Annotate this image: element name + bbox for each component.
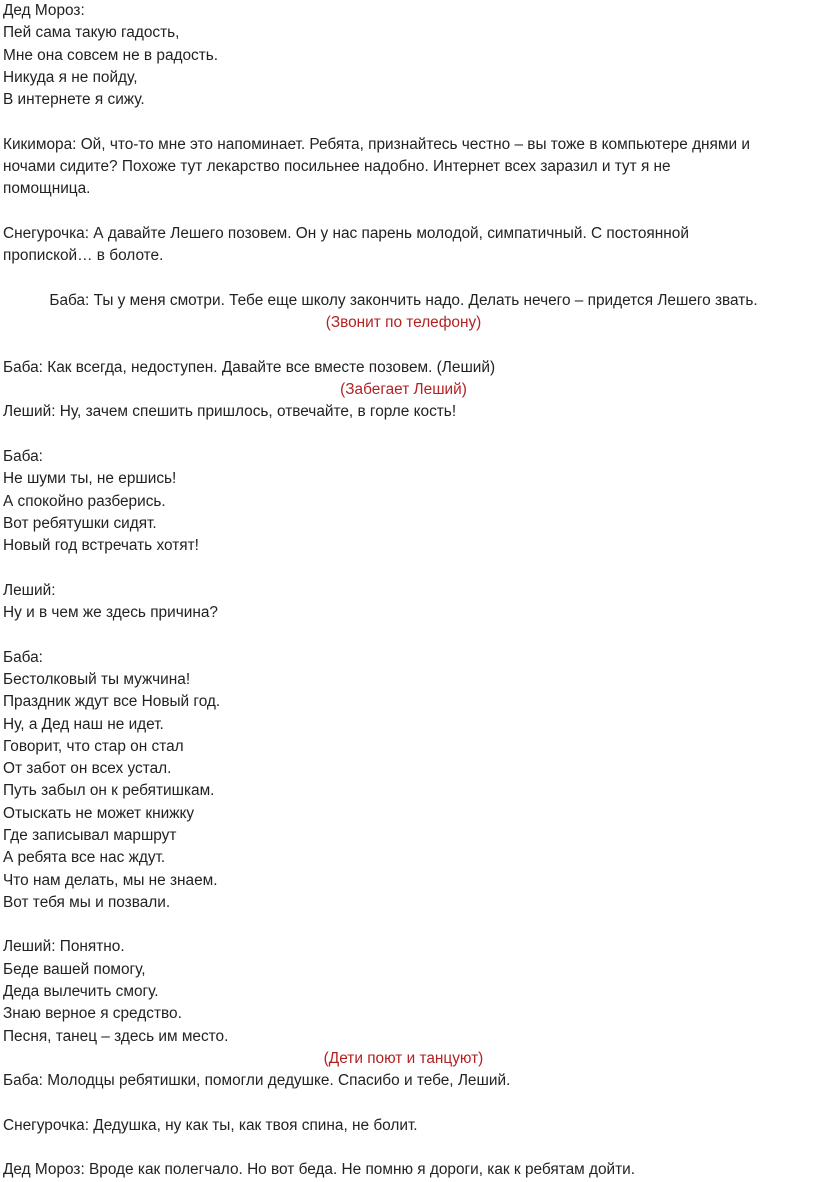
text-line: Леший: Понятно. <box>3 938 125 956</box>
text-line: Вот ребятушки сидят. <box>3 514 157 532</box>
blank-line <box>3 111 816 133</box>
text-line: А спокойно разберись. <box>3 492 166 510</box>
text-line: Пей сама такую гадость, <box>3 24 180 42</box>
text-line: Знаю верное я средство. <box>3 1005 182 1023</box>
blank-line <box>3 334 816 356</box>
stage-direction: (Забегает Леший) <box>340 381 467 399</box>
text-line: Ну и в чем же здесь причина? <box>3 604 218 622</box>
text-line: Песня, танец – здесь им место. <box>3 1027 229 1045</box>
text-line: От забот он всех устал. <box>3 760 172 778</box>
text-line: Беде вашей помогу, <box>3 960 146 978</box>
text-line: Баба: Как всегда, недоступен. Давайте все вместе позовем. (Леший) <box>3 358 496 376</box>
blank-line <box>3 268 816 290</box>
text-line: Леший: <box>3 581 56 599</box>
text-line: Путь забыл он к ребятишкам. <box>3 782 215 800</box>
text-line: пропиской… в болоте. <box>3 247 164 265</box>
text-line: В интернете я сижу. <box>3 91 145 109</box>
text-line: Мне она совсем не в радость. <box>3 46 219 64</box>
text-line: А ребята все нас ждут. <box>3 849 166 867</box>
text-line: Баба: <box>3 648 43 666</box>
blank-line <box>3 424 816 446</box>
text-line: Ну, а Дед наш не идет. <box>3 715 164 733</box>
blank-line <box>3 1093 816 1115</box>
text-line: Дед Мороз: <box>3 2 85 19</box>
text-line: Новый год встречать хотят! <box>3 537 199 555</box>
text-line: Праздник ждут все Новый год. <box>3 693 221 711</box>
blank-line <box>3 1137 816 1159</box>
text-line: Говорит, что стар он стал <box>3 737 184 755</box>
blank-line <box>3 624 816 646</box>
text-line: Где записывал маршрут <box>3 826 177 844</box>
blank-line <box>3 557 816 579</box>
text-line: Бестолковый ты мужчина! <box>3 670 191 688</box>
text-line: помощница. <box>3 180 91 198</box>
text-line: Снегурочка: Дедушка, ну как ты, как твоя спина, не болит. <box>3 1116 418 1134</box>
text-line: Снегурочка: А давайте Лешего позовем. Он у нас парень молодой, симпатичный. С постоянной <box>3 224 689 242</box>
text-line: Леший: Ну, зачем спешить пришлось, отвечайте, в горле кость! <box>3 403 457 421</box>
text-line: Баба: <box>3 447 43 465</box>
text-line: Кикимора: Ой, что-то мне это напоминает. Ребята, признайтесь честно – вы тоже в компьютере днями и <box>3 135 750 153</box>
centered-line: Баба: Ты у меня смотри. Тебе еще школу закончить надо. Делать нечего – придется Лешего звать. <box>49 291 758 309</box>
text-line: Никуда я не пойду, <box>3 68 138 86</box>
text-line: Вот тебя мы и позвали. <box>3 893 171 911</box>
blank-line <box>3 201 816 223</box>
text-line: Деда вылечить смогу. <box>3 983 159 1001</box>
text-line: Баба: Молодцы ребятишки, помогли дедушке. Спасибо и тебе, Леший. <box>3 1072 511 1090</box>
stage-direction: (Дети поют и танцуют) <box>323 1049 484 1067</box>
text-line: Что нам делать, мы не знаем. <box>3 871 218 889</box>
stage-direction: (Звонит по телефону) <box>325 314 482 332</box>
text-line: Не шуми ты, не ершись! <box>3 470 177 488</box>
text-line: Дед Мороз: Вроде как полегчало. Но вот беда. Не помню я дороги, как к ребятам дойти. <box>3 1161 636 1179</box>
text-line: ночами сидите? Похоже тут лекарство посильнее надобно. Интернет всех заразил и тут я не <box>3 158 671 176</box>
text-line: Отыскать не может книжку <box>3 804 195 822</box>
blank-line <box>3 914 816 936</box>
